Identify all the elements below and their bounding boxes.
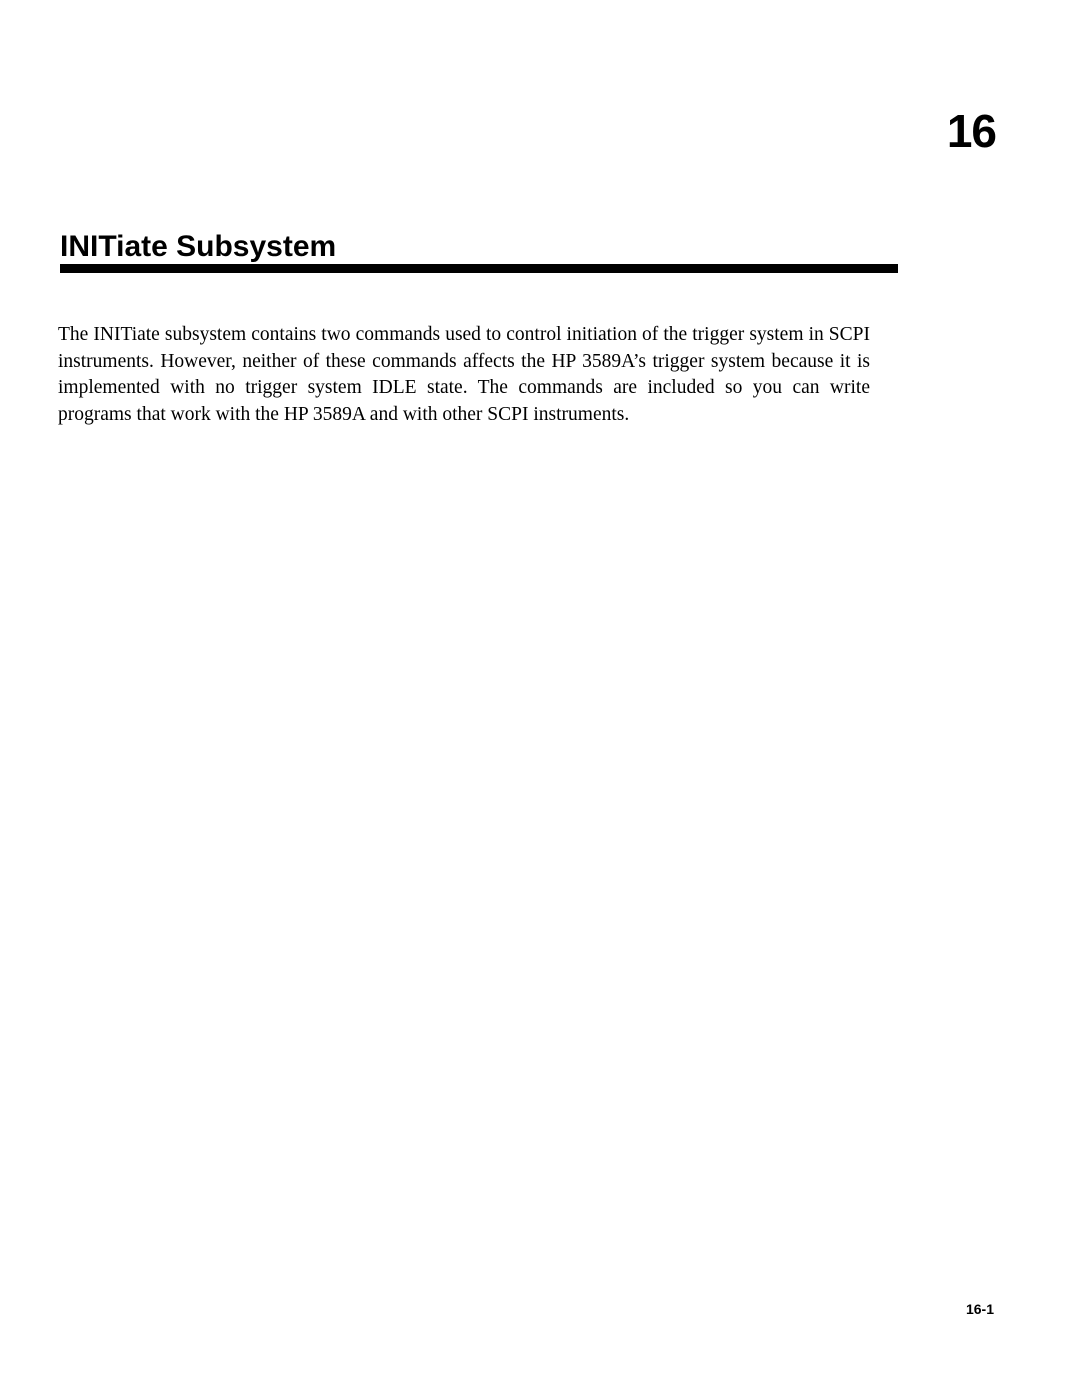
page-number-footer: 16-1 [965, 1301, 994, 1317]
page-title: INITiate Subsystem [60, 230, 337, 264]
title-divider [60, 264, 898, 273]
intro-paragraph-block [58, 322, 870, 428]
chapter-number: 16 [946, 105, 996, 157]
intro-paragraph: The INITiate subsystem contains two commands used to control initiation of the trigger system in SCPI instruments. However, neither of these commands affects the HP 3589A’s trigger system because it is implemented with no trigger system IDLE state. The commands are included so you can write programs that work with the HP 3589A and with other SCPI instruments. [58, 324, 870, 425]
